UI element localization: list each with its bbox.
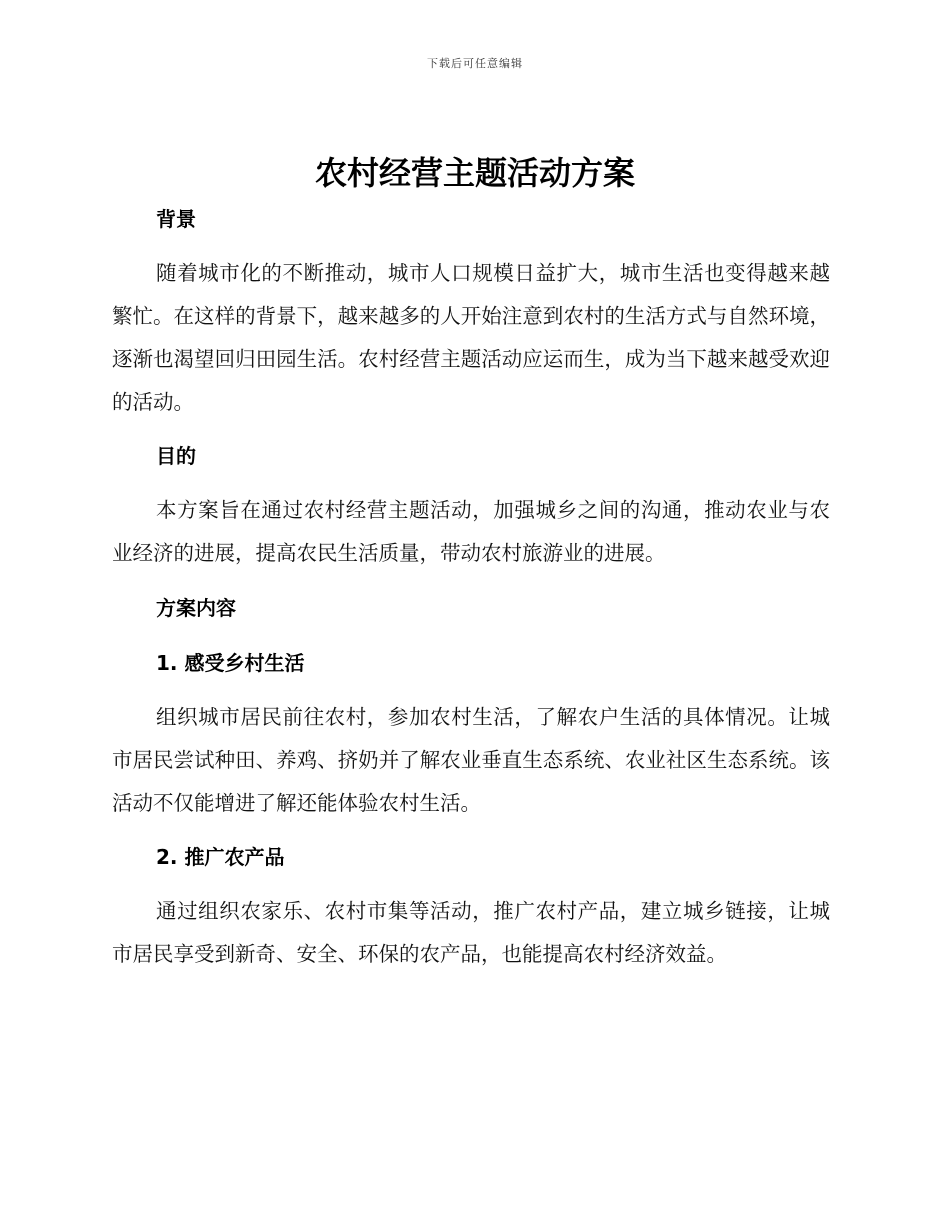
item2-body — [112, 890, 830, 976]
paragraph-background: 随着城市化的不断推动，城市人口规模日益扩大，城市生活也变得越来越繁忙。在这样的背景下，越来越多的人开始注意到农村的生活方式与自然环境，逐渐也渴望回归田园生活。农村经营主题活动应运而生，成为当下越来越受欢迎的活动。 — [112, 261, 830, 414]
section-heading-background: 背景 — [156, 207, 196, 231]
section-heading-purpose: 目的 — [156, 444, 196, 468]
document-title: 农村经营主题活动方案 — [314, 154, 635, 192]
section-content-heading-block — [112, 594, 830, 622]
item1-body — [112, 696, 830, 825]
paragraph-item-2: 通过组织农家乐、农村市集等活动，推广农村产品，建立城乡链接，让城市居民享受到新奇、安全、环保的农产品，也能提高农村经济效益。 — [112, 899, 830, 966]
item1-heading-block — [112, 649, 830, 677]
item-heading-2: 2. 推广农产品 — [156, 845, 285, 869]
item-heading-1: 1. 感受乡村生活 — [156, 651, 305, 675]
section-heading-content: 方案内容 — [156, 596, 236, 620]
section-background-heading-block — [112, 205, 830, 233]
section-purpose-heading-block — [112, 442, 830, 470]
paragraph-purpose: 本方案旨在通过农村经营主题活动，加强城乡之间的沟通，推动农业与农业经济的进展，提高农民生活质量，带动农村旅游业的进展。 — [112, 498, 830, 565]
header-note: 下载后可任意编辑 — [427, 57, 523, 70]
section-background-body — [112, 252, 830, 424]
section-purpose-body — [112, 489, 830, 575]
paragraph-item-1: 组织城市居民前往农村，参加农村生活，了解农户生活的具体情况。让城市居民尝试种田、养鸡、挤奶并了解农业垂直生态系统、农业社区生态系统。该活动不仅能增进了解还能体验农村生活。 — [112, 705, 830, 815]
item2-heading-block — [112, 843, 830, 871]
